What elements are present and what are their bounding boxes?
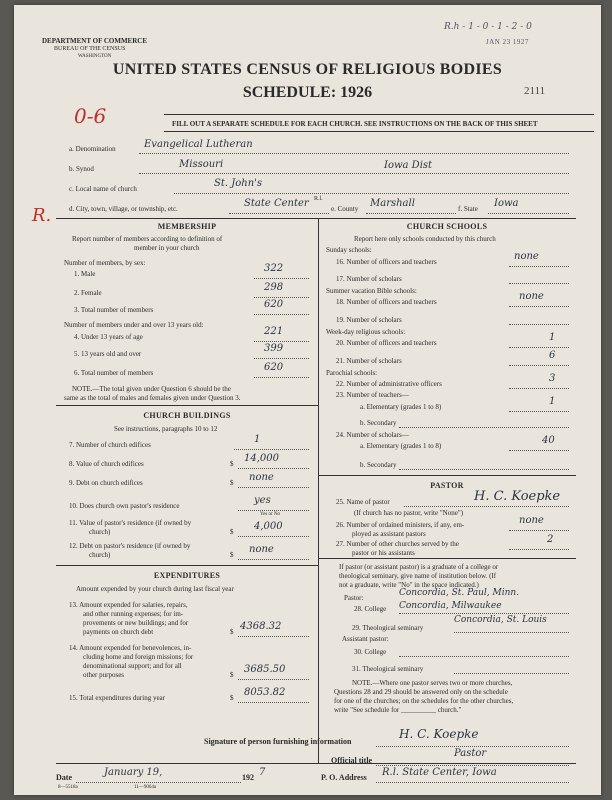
date-value: January 19, bbox=[104, 767, 163, 778]
q11-label: 11. Value of pastor's residence (if owned by bbox=[69, 519, 192, 527]
q1-label: 1. Male bbox=[74, 270, 96, 278]
red-annotation: 0-6 bbox=[74, 104, 107, 128]
pastor-note: NOTE.—Where one pastor serves two or more churches, bbox=[352, 679, 513, 687]
q13-value: 4368.32 bbox=[240, 621, 282, 632]
church-name-label: c. Local name of church bbox=[69, 185, 137, 193]
q10-label: 10. Does church own pastor's residence bbox=[69, 502, 180, 510]
q29-value: Concordia, St. Louis bbox=[454, 615, 547, 625]
membership-intro: Report number of members according to definition of bbox=[72, 235, 223, 243]
by-sex-label: Number of members, by sex: bbox=[64, 259, 146, 267]
q2-label: 2. Female bbox=[74, 289, 102, 297]
church-name-value: St. John's bbox=[214, 178, 263, 189]
membership-title: MEMBERSHIP bbox=[157, 222, 217, 231]
age-heading: Number of members under and over 13 years old: bbox=[64, 321, 204, 329]
q21-label: 21. Number of scholars bbox=[336, 357, 402, 365]
q12-dollar: $ bbox=[230, 551, 234, 559]
q11-dollar: $ bbox=[230, 528, 234, 536]
q22-value: 3 bbox=[549, 373, 556, 384]
q17-label: 17. Number of scholars bbox=[336, 275, 402, 283]
schools-title: CHURCH SCHOOLS bbox=[406, 222, 488, 231]
instruction-line: FILL OUT A SEPARATE SCHEDULE FOR EACH CHURCH. SEE INSTRUCTIONS ON THE BACK OF THIS SHEET bbox=[172, 120, 538, 128]
q24b-label: b. Secondary bbox=[360, 461, 397, 469]
year-value: 7 bbox=[259, 767, 266, 778]
buildings-title: CHURCH BUILDINGS bbox=[143, 411, 231, 420]
q23b-label: b. Secondary bbox=[360, 419, 397, 427]
q19-label: 19. Number of scholars bbox=[336, 316, 402, 324]
city-name: WASHINGTON bbox=[78, 54, 112, 59]
q13-label-2: and other running expenses; for im- bbox=[83, 610, 184, 618]
bureau-name: BUREAU OF THE CENSUS bbox=[54, 46, 126, 52]
q27-label-2: pastor or his assistants bbox=[352, 549, 415, 557]
census-schedule-form bbox=[14, 5, 601, 795]
q26-label: 26. Number of ordained ministers, if any, em- bbox=[336, 521, 465, 529]
denomination-value: Evangelical Lutheran bbox=[144, 139, 253, 150]
q29-label: 29. Theological seminary bbox=[352, 624, 424, 632]
q12-value: none bbox=[249, 544, 274, 555]
q28-value-2: Concordia, Milwaukee bbox=[399, 601, 502, 611]
county-value: Marshall bbox=[370, 198, 415, 209]
q13-label-4: payments on church debt bbox=[83, 628, 154, 636]
q13-label-3: provements or new buildings; and for bbox=[83, 619, 189, 627]
q15-value: 8053.82 bbox=[244, 687, 286, 698]
q20-label: 20. Number of officers and teachers bbox=[336, 339, 437, 347]
q22-label: 22. Number of administrative officers bbox=[336, 380, 442, 388]
expenditures-intro: Amount expended by your church during last fiscal year bbox=[76, 585, 234, 593]
q23a-label: a. Elementary (grades 1 to 8) bbox=[360, 403, 442, 411]
q12-label: 12. Debt on pastor's residence (if owned by bbox=[69, 542, 191, 550]
official-title-value: Pastor bbox=[454, 748, 487, 759]
county-label: e. County bbox=[331, 205, 359, 213]
state-label: f. State bbox=[458, 205, 478, 213]
synod-label: b. Synod bbox=[69, 165, 94, 173]
form-subtitle: SCHEDULE: 1926 bbox=[242, 84, 373, 101]
q3-label: 3. Total number of members bbox=[74, 306, 154, 314]
q27-value: 2 bbox=[547, 534, 554, 545]
schools-intro: Report here only schools conducted by this church bbox=[354, 235, 496, 243]
q5-value: 399 bbox=[264, 343, 284, 354]
q6-value: 620 bbox=[264, 362, 284, 373]
membership-intro-2: member in your church bbox=[134, 244, 200, 252]
q28-label: 28. College bbox=[354, 605, 387, 613]
q15-label: 15. Total expenditures during year bbox=[69, 694, 165, 702]
q4-value: 221 bbox=[264, 326, 284, 337]
weekday-label: Week-day religious schools: bbox=[326, 328, 406, 336]
print-code: 8—5518a bbox=[58, 785, 78, 790]
q8-value: 14,000 bbox=[244, 453, 279, 464]
city-value: State Center bbox=[244, 198, 309, 209]
membership-note: NOTE.—The total given under Question 6 should be the bbox=[72, 385, 231, 393]
edu-note-2: theological seminary, give name of institution below. (If bbox=[339, 572, 497, 580]
pastor-note-4: write "See schedule for __________ church." bbox=[334, 706, 462, 714]
q31-label: 31. Theological seminary bbox=[352, 665, 424, 673]
synod-value: Missouri bbox=[179, 159, 224, 170]
address-value: R.l. State Center, Iowa bbox=[382, 767, 497, 778]
q23a-value: 1 bbox=[549, 396, 556, 407]
sunday-label: Sunday schools: bbox=[326, 246, 372, 254]
q9-label: 9. Debt on church edifices bbox=[69, 479, 143, 487]
q7-label: 7. Number of church edifices bbox=[69, 441, 151, 449]
yesno-hint: Yes or No bbox=[260, 512, 281, 517]
denomination-label: a. Denomination bbox=[69, 145, 116, 153]
pencil-mark: R.h - 1 - 0 - 1 - 2 - 0 bbox=[444, 22, 532, 32]
state-value: Iowa bbox=[494, 198, 519, 209]
q6-label: 6. Total number of members bbox=[74, 369, 154, 377]
q12-label-2: church) bbox=[89, 551, 111, 559]
q9-dollar: $ bbox=[230, 479, 234, 487]
q14-label-3: denominational support; and for all bbox=[83, 662, 182, 670]
q11-value: 4,000 bbox=[254, 521, 283, 532]
edu-note: If pastor (or assistant pastor) is a graduate of a college or bbox=[339, 563, 499, 571]
q15-dollar: $ bbox=[230, 694, 234, 702]
q9-value: none bbox=[249, 472, 274, 483]
q8-dollar: $ bbox=[230, 460, 234, 468]
assistant-label: Assistant pastor: bbox=[342, 635, 389, 643]
q26-label-2: ployed as assistant pastors bbox=[352, 530, 426, 538]
q20-value: 1 bbox=[549, 332, 556, 343]
q28-value: Concordia, St. Paul, Minn. bbox=[399, 588, 520, 598]
q26-value: none bbox=[519, 515, 544, 526]
q1-value: 322 bbox=[264, 263, 284, 274]
date-label: Date bbox=[56, 773, 72, 782]
form-title: UNITED STATES CENSUS OF RELIGIOUS BODIES bbox=[112, 61, 503, 78]
q5-label: 5. 13 years old and over bbox=[74, 350, 142, 358]
schedule-number: 2111 bbox=[524, 85, 546, 97]
official-title-label: Official title bbox=[331, 756, 373, 765]
city-label: d. City, town, village, or township, etc. bbox=[69, 205, 178, 213]
address-label: P. O. Address bbox=[321, 773, 367, 782]
expenditures-title: EXPENDITURES bbox=[153, 571, 221, 580]
summer-label: Summer vacation Bible schools: bbox=[326, 287, 417, 295]
dept-name: DEPARTMENT OF COMMERCE bbox=[42, 37, 148, 45]
pastor-edu-label: Pastor: bbox=[344, 594, 364, 602]
q25-label: 25. Name of pastor bbox=[336, 498, 390, 506]
parochial-label: Parochial schools: bbox=[326, 369, 378, 377]
year-label: 192 bbox=[242, 773, 254, 782]
q14-value: 3685.50 bbox=[244, 664, 286, 675]
q4-label: 4. Under 13 years of age bbox=[74, 333, 143, 341]
signature-label: Signature of person furnishing information bbox=[204, 737, 352, 746]
q27-label: 27. Number of other churches served by the bbox=[336, 540, 459, 548]
q13-label: 13. Amount expended for salaries, repairs, bbox=[69, 601, 188, 609]
q21-value: 6 bbox=[549, 350, 556, 361]
q2-value: 298 bbox=[264, 282, 284, 293]
q8-label: 8. Value of church edifices bbox=[69, 460, 144, 468]
q11-label-2: church) bbox=[89, 528, 111, 536]
city-rl-note: R.l. bbox=[314, 196, 323, 202]
q14-label-4: other purposes bbox=[83, 671, 125, 679]
edu-note-3: not a graduate, write "No" in the space indicated.) bbox=[339, 581, 479, 589]
membership-note-2: same as the total of males and females given under Question 3. bbox=[64, 394, 241, 402]
q24-label: 24. Number of scholars— bbox=[336, 431, 409, 439]
q14-label-2: cluding home and foreign missions; for bbox=[83, 653, 194, 661]
q14-dollar: $ bbox=[230, 671, 234, 679]
q24a-label: a. Elementary (grades 1 to 8) bbox=[360, 442, 442, 450]
q16-value: none bbox=[514, 251, 539, 262]
q16-label: 16. Number of officers and teachers bbox=[336, 258, 437, 266]
q18-value: none bbox=[519, 291, 544, 302]
pastor-note-2: Questions 28 and 29 should be answered only on the schedule bbox=[334, 688, 508, 696]
buildings-see: See instructions, paragraphs 10 to 12 bbox=[114, 425, 218, 433]
signature-value: H. C. Koepke bbox=[399, 727, 479, 741]
q24a-value: 40 bbox=[542, 435, 555, 446]
q14-label: 14. Amount expended for benevolences, in- bbox=[69, 644, 192, 652]
q10-value: yes bbox=[254, 495, 271, 506]
synod-district-note: Iowa Dist bbox=[384, 160, 433, 171]
q25-note: (If church has no pastor, write "None") bbox=[354, 509, 464, 517]
print-code-2: 11—9064a bbox=[134, 785, 157, 790]
q3-value: 620 bbox=[264, 299, 284, 310]
red-r-mark: R. bbox=[32, 205, 52, 226]
q18-label: 18. Number of officers and teachers bbox=[336, 298, 437, 306]
q30-label: 30. College bbox=[354, 648, 387, 656]
pastor-note-3: for one of the churches; on the schedules for the other churches, bbox=[334, 697, 514, 705]
received-stamp: JAN 23 1927 bbox=[486, 38, 529, 46]
q23-label: 23. Number of teachers— bbox=[336, 391, 409, 399]
pastor-title: PASTOR bbox=[430, 481, 464, 490]
q13-dollar: $ bbox=[230, 628, 234, 636]
q7-value: 1 bbox=[254, 434, 261, 445]
q25-value: H. C. Koepke bbox=[474, 489, 561, 504]
